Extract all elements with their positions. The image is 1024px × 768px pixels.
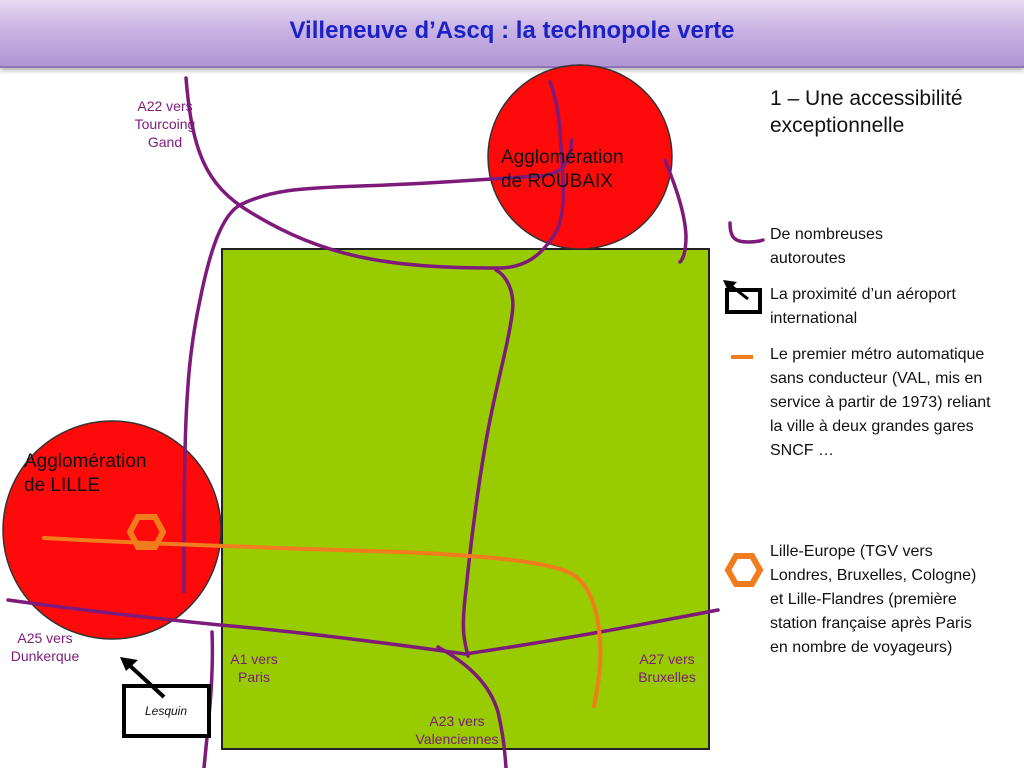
a25-label-line1: A25 vers: [17, 630, 73, 646]
a23-label-line2: Valenciennes: [415, 731, 499, 748]
a22-label-line2: Tourcoing: [134, 116, 196, 133]
roubaix-label-line2: de ROUBAIX: [501, 170, 613, 192]
lille-label: [24, 450, 147, 498]
a1-label-line1: A1 vers: [230, 651, 278, 667]
airport-icon: [727, 290, 760, 312]
a25-label-line2: Dunkerque: [10, 648, 80, 665]
legend-item-airport: La proximité d’un aéroport international: [770, 286, 956, 327]
lille-label-line2: de LILLE: [24, 474, 101, 496]
page-title: Villeneuve d’Ascq : la technopole verte: [289, 17, 735, 44]
roubaix-label: [501, 146, 624, 194]
legend-item-metro: Le premier métro automatique sans conducteur (VAL, mis en service à partir de 1973) reliant la ville à deux grandes gares SNCF …: [770, 346, 991, 459]
a27-label-line1: A27 vers: [639, 651, 695, 667]
a22-label-line1: A22 vers: [137, 98, 193, 114]
a27-label: [625, 650, 709, 686]
legend-item-stations: Lille-Europe (TGV vers Londres, Bruxelles, Cologne) et Lille-Flandres (première station française après Paris en nombre de voyageurs): [770, 543, 977, 656]
a1-label: [217, 650, 291, 686]
legend-heading: 1 – Une accessibilité exceptionnelle: [770, 87, 963, 137]
a22-label: [120, 97, 210, 152]
a23-label: [400, 712, 514, 748]
lille-label-line1: Agglomération: [24, 451, 147, 472]
station-hexagon-legend-icon: [728, 556, 760, 584]
a23-label-line1: A23 vers: [429, 713, 485, 729]
highway-icon: [730, 223, 763, 242]
a27-label-line2: Bruxelles: [638, 669, 696, 686]
a1-label-line2: Paris: [238, 669, 270, 686]
legend-item-highways: De nombreuses autoroutes: [770, 226, 883, 267]
a22-label-line3: Gand: [147, 134, 183, 151]
a25-label: [0, 629, 90, 665]
roubaix-label-line1: Agglomération: [501, 147, 624, 168]
airport-label: Lesquin: [144, 704, 188, 718]
